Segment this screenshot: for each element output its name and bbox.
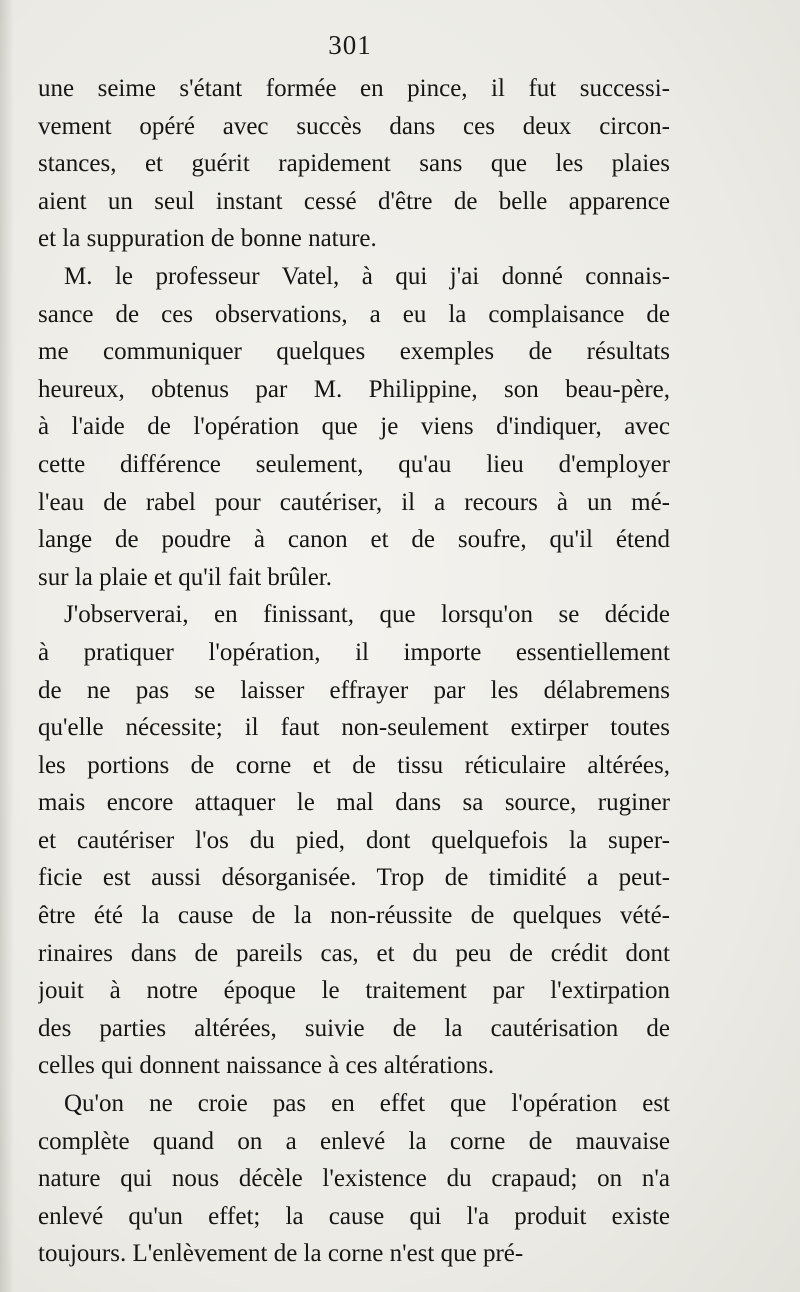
- text-line: M. le professeur Vatel, à qui j'ai donné connais-: [64, 262, 670, 290]
- text-line: de ne pas se laisser effrayer par les délabremens: [38, 676, 670, 704]
- text-line: cette différence seulement, qu'au lieu d'employer: [38, 450, 670, 478]
- text-line: des parties altérées, suivie de la cautérisation de: [38, 1014, 670, 1042]
- text-line: lange de poudre à canon et de soufre, qu'il étend: [38, 526, 670, 554]
- text-line: toujours. L'enlèvement de la corne n'est que pré-: [38, 1240, 524, 1268]
- text-line: ficie est aussi désorganisée. Trop de timidité a peut-: [38, 864, 670, 892]
- paragraph-3: [38, 596, 670, 1085]
- text-line: l'eau de rabel pour cautériser, il a recours à un mé-: [38, 488, 670, 516]
- text-line: jouit à notre époque le traitement par l'extirpation: [38, 977, 670, 1005]
- text-line: celles qui donnent naissance à ces altérations.: [38, 1052, 495, 1080]
- paragraph-4: [38, 1085, 670, 1273]
- text-line: qu'elle nécessite; il faut non-seulement extirper toutes: [38, 714, 670, 742]
- text-line: me communiquer quelques exemples de résultats: [38, 338, 670, 366]
- text-line: enlevé qu'un effet; la cause qui l'a produit existe: [38, 1202, 670, 1230]
- text-line: rinaires dans de pareils cas, et du peu de crédit dont: [38, 939, 670, 967]
- text-line: sance de ces observations, a eu la complaisance de: [38, 300, 670, 328]
- text-line: Qu'on ne croie pas en effet que l'opération est: [64, 1090, 670, 1118]
- text-line: nature qui nous décèle l'existence du crapaud; on n'a: [38, 1165, 670, 1193]
- text-line: les portions de corne et de tissu réticulaire altérées,: [38, 751, 670, 779]
- text-line: aient un seul instant cessé d'être de belle apparence: [38, 187, 670, 215]
- text-line: et cautériser l'os du pied, dont quelquefois la super-: [38, 826, 670, 854]
- text-line: mais encore attaquer le mal dans sa source, ruginer: [38, 789, 670, 817]
- body-text: [38, 70, 670, 1273]
- text-line: une seime s'étant formée en pince, il fut successi-: [38, 75, 670, 102]
- text-line: vement opéré avec succès dans ces deux circon-: [38, 112, 670, 140]
- text-line: stances, et guérit rapidement sans que les plaies: [38, 150, 670, 178]
- paragraph-2: [38, 258, 670, 596]
- text-line: et la suppuration de bonne nature.: [38, 225, 377, 253]
- text-line: heureux, obtenus par M. Philippine, son beau-père,: [38, 375, 670, 403]
- text-line: être été la cause de la non-réussite de quelques vété-: [38, 902, 670, 930]
- text-line: à pratiquer l'opération, il importe essentiellement: [38, 638, 670, 666]
- text-line: complète quand on a enlevé la corne de mauvaise: [38, 1127, 670, 1155]
- page-number: 301: [328, 30, 372, 60]
- page-edge-shadow: [0, 0, 14, 1292]
- text-line: à l'aide de l'opération que je viens d'indiquer, avec: [38, 413, 670, 441]
- text-line: J'observerai, en finissant, que lorsqu'on se décide: [64, 601, 670, 629]
- paragraph-1: [38, 70, 670, 258]
- text-line: sur la plaie et qu'il fait brûler.: [38, 563, 332, 591]
